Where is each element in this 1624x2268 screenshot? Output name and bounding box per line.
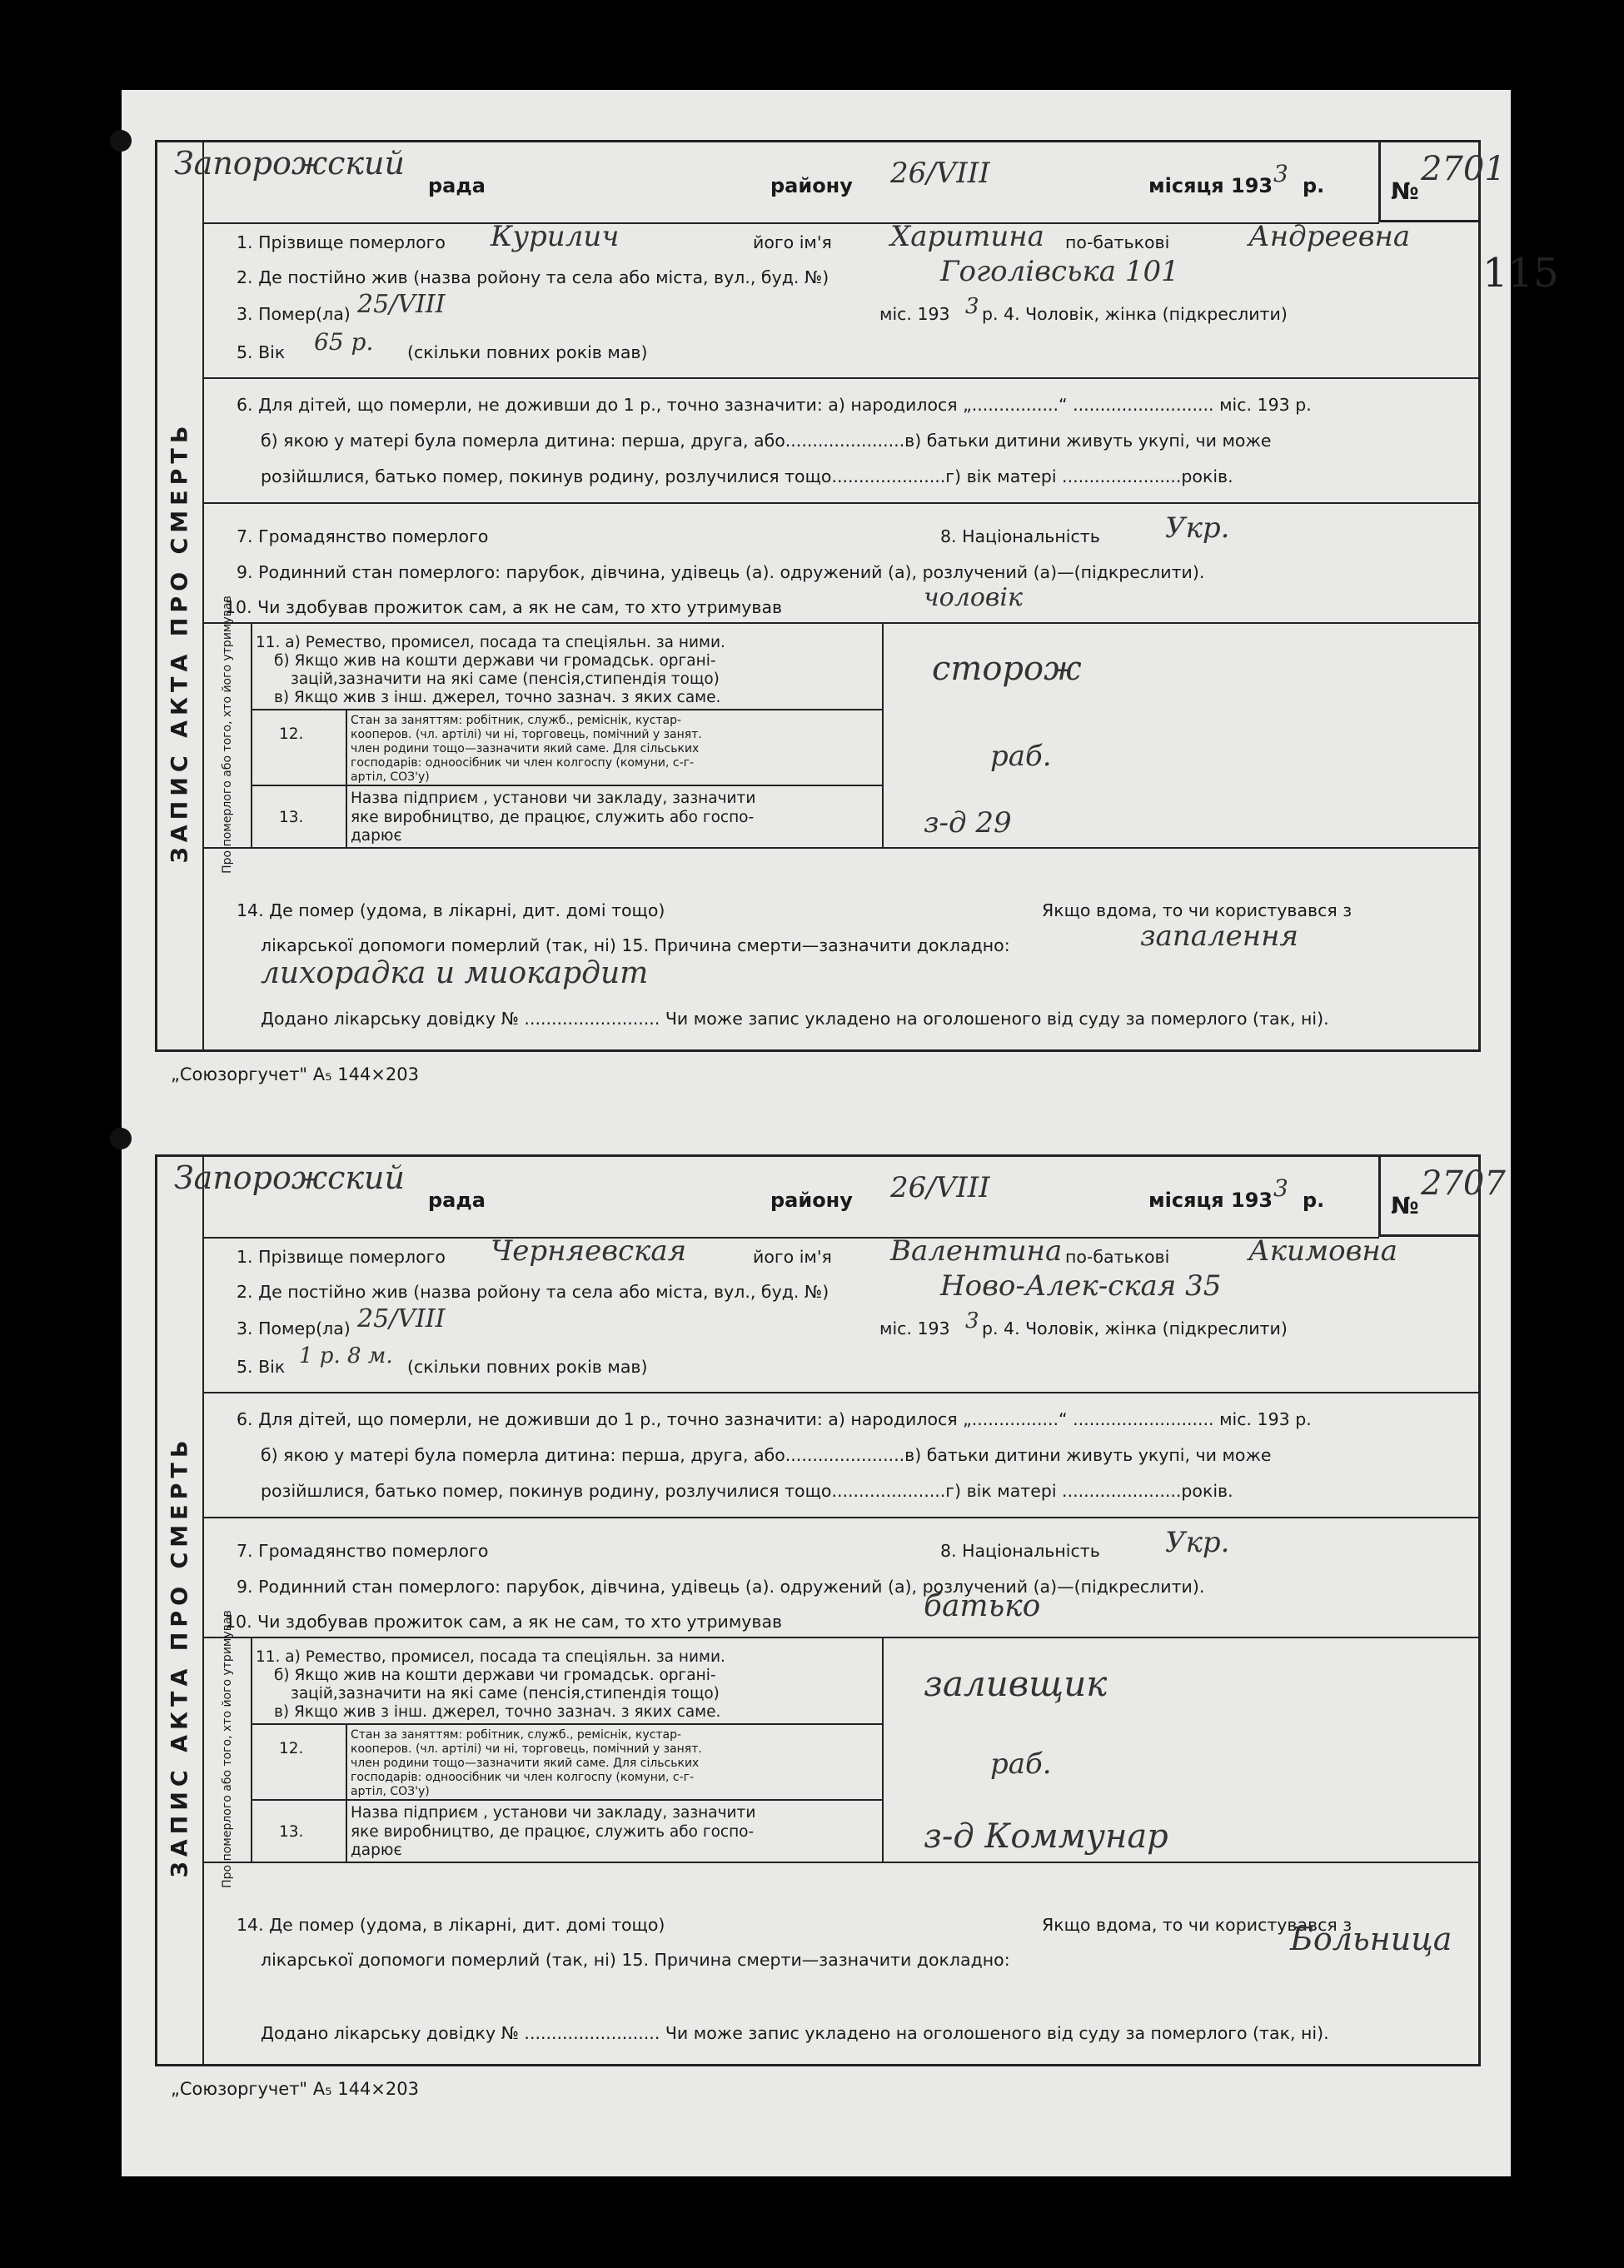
death-record-form-2 — [155, 1154, 1506, 2066]
item-12-line-d: господарів: одноосібник чи член колгоспу (комуни, с-г- — [351, 1771, 695, 1784]
cause-label: лікарської допомоги померлий (так, ні) 15. Причина смерти—зазначити докладно: — [261, 935, 1010, 955]
item-12-line-c: член родини тощо—зазначити який саме. Для сільських — [351, 1757, 700, 1770]
nationality-label: 8. Національність — [940, 526, 1100, 546]
occupation-b: б) Якщо жив на кошти держави чи громадськ. органі- — [274, 1667, 716, 1684]
record-number-box — [1378, 142, 1506, 222]
record-number: 2701 — [1421, 150, 1506, 188]
name-label: його ім'я — [753, 1247, 832, 1267]
field-surname-label: 1. Прізвище померлого — [237, 1247, 446, 1267]
item-12-line-c: член родини тощо—зазначити який саме. Для сільських — [351, 742, 700, 755]
item-12-line-b: кооперов. (чл. артілі) чи ні, торговець, помічний у занят. — [351, 728, 702, 741]
raion-label: району — [770, 1189, 853, 1212]
surname-value: Курилич — [491, 220, 620, 253]
rada-label: рада — [428, 1189, 486, 1212]
workplace-value: з-д 29 — [924, 806, 1012, 840]
age-note: (скільки повних років мав) — [407, 1357, 648, 1377]
year-handwritten: 3 — [1273, 160, 1288, 187]
residence-value: Ново-Алек-ская 35 — [940, 1269, 1222, 1303]
sex-label: р. 4. Чоловік, жінка (підкреслити) — [982, 304, 1288, 324]
side-title-bar — [157, 142, 204, 1049]
support-value: батько — [924, 1589, 1041, 1623]
marital-status-label: 9. Родинний стан померлого: парубок, дівчина, удівець (а). одружений (а), розлучений (а)—(підкреслити). — [237, 1577, 1205, 1597]
place-of-death-label: 14. Де помер (удома, в лікарні, дит. домі тощо) — [237, 1915, 665, 1935]
name-value: Харитина — [890, 220, 1044, 253]
occupation-a: 11. а) Ремество, промисел, посада та спеціяльн. за ними. — [256, 634, 725, 651]
item-13-line-a: Назва підприєм , установи чи закладу, зазначити — [351, 1804, 756, 1822]
number-label: № — [1391, 177, 1419, 205]
patronymic-value: Андреевна — [1248, 220, 1411, 253]
died-label: 3. Помер(ла) — [237, 1318, 351, 1338]
printer-imprint: „Союзоргучет" А₅ 144×203 — [171, 2079, 419, 2099]
age-label: 5. Вік — [237, 1357, 286, 1377]
year-handwritten: 3 — [1273, 1174, 1288, 1202]
home-care-label: Якщо вдома, то чи користувався з — [1042, 1915, 1353, 1935]
patronymic-value: Акимовна — [1248, 1234, 1398, 1268]
marital-status-label: 9. Родинний стан померлого: парубок, дівчина, удівець (а). одружений (а), розлучений (а)—(підкреслити). — [237, 562, 1205, 582]
place-of-death-label: 14. Де помер (удома, в лікарні, дит. домі тощо) — [237, 900, 665, 920]
cause-value-2: лихорадка и миокардит — [261, 956, 649, 990]
residence-label: 2. Де постійно жив (назва ройону та села або міста, вул., буд. №) — [237, 1282, 829, 1302]
infant-line-b: б) якою у матері була померла дитина: перша, друга, або......................в) батьки дитини живуть укупі, чи може — [261, 431, 1272, 451]
death-date-value: 25/VIII — [357, 1304, 446, 1333]
home-care-label: Якщо вдома, то чи користувався з — [1042, 900, 1353, 920]
rotated-section-label: Про померлого або того, хто його утримував — [220, 1610, 234, 1888]
infant-line-a: 6. Для дітей, що померли, не доживши до 1 р., точно зазначити: а) народилося „................“ .......................... міс. 193 р. — [237, 1409, 1312, 1429]
cause-label: лікарської допомоги померлий (так, ні) 15. Причина смерти—зазначити докладно: — [261, 1950, 1010, 1970]
infant-line-c: розійшлися, батько помер, покинув родину, розлучилися тощо.....................г) вік матері ......................років. — [261, 1481, 1233, 1501]
occupation-b2: зацій,зазначити на які саме (пенсія,стипендія тощо) — [291, 670, 720, 688]
name-value: Валентина — [890, 1234, 1063, 1268]
work-status-value: раб. — [990, 740, 1052, 773]
support-label: 10. Чи здобував прожиток сам, а як не сам, то хто утримував — [225, 597, 783, 617]
nationality-value: Укр. — [1165, 1526, 1230, 1559]
work-status-value: раб. — [990, 1747, 1052, 1781]
item-12-number: 12. — [279, 725, 304, 743]
side-title-bar — [157, 1157, 204, 2064]
nationality-label: 8. Національність — [940, 1541, 1100, 1561]
occupation-b: б) Якщо жив на кошти держави чи громадськ. органі- — [274, 652, 716, 670]
rada-handwritten: Запорожский — [174, 145, 406, 182]
side-title: ЗАПИС АКТА ПРО СМЕРТЬ — [167, 1435, 193, 1878]
infant-line-a: 6. Для дітей, що померли, не доживши до 1 р., точно зазначити: а) народилося „................“ .......................... міс. 193 р. — [237, 395, 1312, 415]
workplace-value: з-д Коммунар — [924, 1817, 1168, 1856]
item-13-line-c: дарює — [351, 1842, 402, 1859]
infant-line-c: розійшлися, батько помер, покинув родину, розлучилися тощо.....................г) вік матері ......................років. — [261, 466, 1233, 486]
item-12-line-b: кооперов. (чл. артілі) чи ні, торговець, помічний у занят. — [351, 1742, 702, 1756]
support-value: чоловік — [924, 583, 1023, 612]
record-number: 2707 — [1421, 1164, 1506, 1203]
certificate-line: Додано лікарську довідку № ......................... Чи може запис укладено на оголошеного від суду за померлого (так, ні). — [261, 2023, 1329, 2043]
item-13-line-c: дарює — [351, 827, 402, 845]
infant-line-b: б) якою у матері була померла дитина: перша, друга, або......................в) батьки дитини живуть укупі, чи може — [261, 1445, 1272, 1465]
month-year-label: міс. 193 — [879, 1318, 950, 1338]
raion-label: району — [770, 174, 853, 197]
death-record-form-1 — [155, 140, 1506, 1052]
month-label: місяця 193 — [1148, 174, 1273, 197]
occupation-c: в) Якщо жив з інш. джерел, точно зазнач. з яких саме. — [274, 1703, 721, 1721]
item-13-line-a: Назва підприєм , установи чи закладу, зазначити — [351, 790, 756, 807]
day-handwritten: 26/VIII — [890, 1171, 990, 1204]
certificate-line: Додано лікарську довідку № ......................... Чи може запис укладено на оголошеного від суду за померлого (так, ні). — [261, 1009, 1329, 1029]
item-12-line-e: артіл, СОЗ'у) — [351, 1785, 430, 1798]
item-13-line-b: яке виробництво, де працює, служить або госпо- — [351, 809, 755, 826]
age-label: 5. Вік — [237, 342, 286, 362]
sex-label: р. 4. Чоловік, жінка (підкреслити) — [982, 1318, 1288, 1338]
item-12-line-a: Стан за заняттям: робітник, служб., реміснік, кустар- — [351, 1728, 682, 1742]
died-label: 3. Помер(ла) — [237, 304, 351, 324]
cause-value-1: Больница — [1290, 1921, 1452, 1957]
residence-value: Гоголівська 101 — [940, 255, 1179, 288]
support-label: 10. Чи здобував прожиток сам, а як не сам, то хто утримував — [225, 1612, 783, 1632]
month-label: місяця 193 — [1148, 1189, 1273, 1212]
month-year-label: міс. 193 — [879, 304, 950, 324]
record-number-box — [1378, 1157, 1506, 1237]
occupation-value: заливщик — [924, 1663, 1108, 1704]
year-suffix: р. — [1303, 174, 1325, 197]
citizenship-label: 7. Громадянство померлого — [237, 1541, 489, 1561]
occupation-value: сторож — [932, 650, 1082, 688]
rotated-section-label: Про померлого або того, хто його утримував — [220, 596, 234, 874]
punch-hole — [110, 130, 132, 152]
patronymic-label: по-батькові — [1065, 232, 1170, 252]
day-handwritten: 26/VIII — [890, 157, 990, 190]
rada-handwritten: Запорожский — [174, 1159, 406, 1196]
age-note: (скільки повних років мав) — [407, 342, 648, 362]
field-surname-label: 1. Прізвище померлого — [237, 232, 446, 252]
occupation-b2: зацій,зазначити на які саме (пенсія,стипендія тощо) — [291, 1685, 720, 1702]
item-13-number: 13. — [279, 1823, 304, 1841]
number-label: № — [1391, 1192, 1419, 1219]
death-year-value: 3 — [965, 1308, 979, 1333]
occupation-c: в) Якщо жив з інш. джерел, точно зазнач. з яких саме. — [274, 689, 721, 706]
citizenship-label: 7. Громадянство померлого — [237, 526, 489, 546]
death-year-value: 3 — [965, 294, 979, 319]
item-13-line-b: яке виробництво, де працює, служить або госпо- — [351, 1823, 755, 1841]
punch-hole — [110, 1128, 132, 1149]
item-12-number: 12. — [279, 1740, 304, 1757]
age-value: 1 р. 8 м. — [299, 1343, 393, 1368]
printer-imprint: „Союзоргучет" А₅ 144×203 — [171, 1064, 419, 1084]
surname-value: Черняевская — [491, 1234, 687, 1268]
cause-value-1: запалення — [1140, 920, 1299, 953]
item-12-line-d: господарів: одноосібник чи член колгоспу (комуни, с-г- — [351, 756, 695, 770]
side-title: ЗАПИС АКТА ПРО СМЕРТЬ — [167, 421, 193, 864]
age-value: 65 р. — [314, 328, 374, 356]
item-13-number: 13. — [279, 809, 304, 826]
residence-label: 2. Де постійно жив (назва ройону та села або міста, вул., буд. №) — [237, 267, 829, 287]
death-date-value: 25/VIII — [357, 290, 446, 319]
item-12-line-e: артіл, СОЗ'у) — [351, 770, 430, 784]
occupation-a: 11. а) Ремество, промисел, посада та спеціяльн. за ними. — [256, 1648, 725, 1666]
patronymic-label: по-батькові — [1065, 1247, 1170, 1267]
margin-annotation: 115 — [1482, 250, 1559, 297]
item-12-line-a: Стан за заняттям: робітник, служб., реміснік, кустар- — [351, 714, 682, 727]
nationality-value: Укр. — [1165, 511, 1230, 545]
year-suffix: р. — [1303, 1189, 1325, 1212]
name-label: його ім'я — [753, 232, 832, 252]
rada-label: рада — [428, 174, 486, 197]
